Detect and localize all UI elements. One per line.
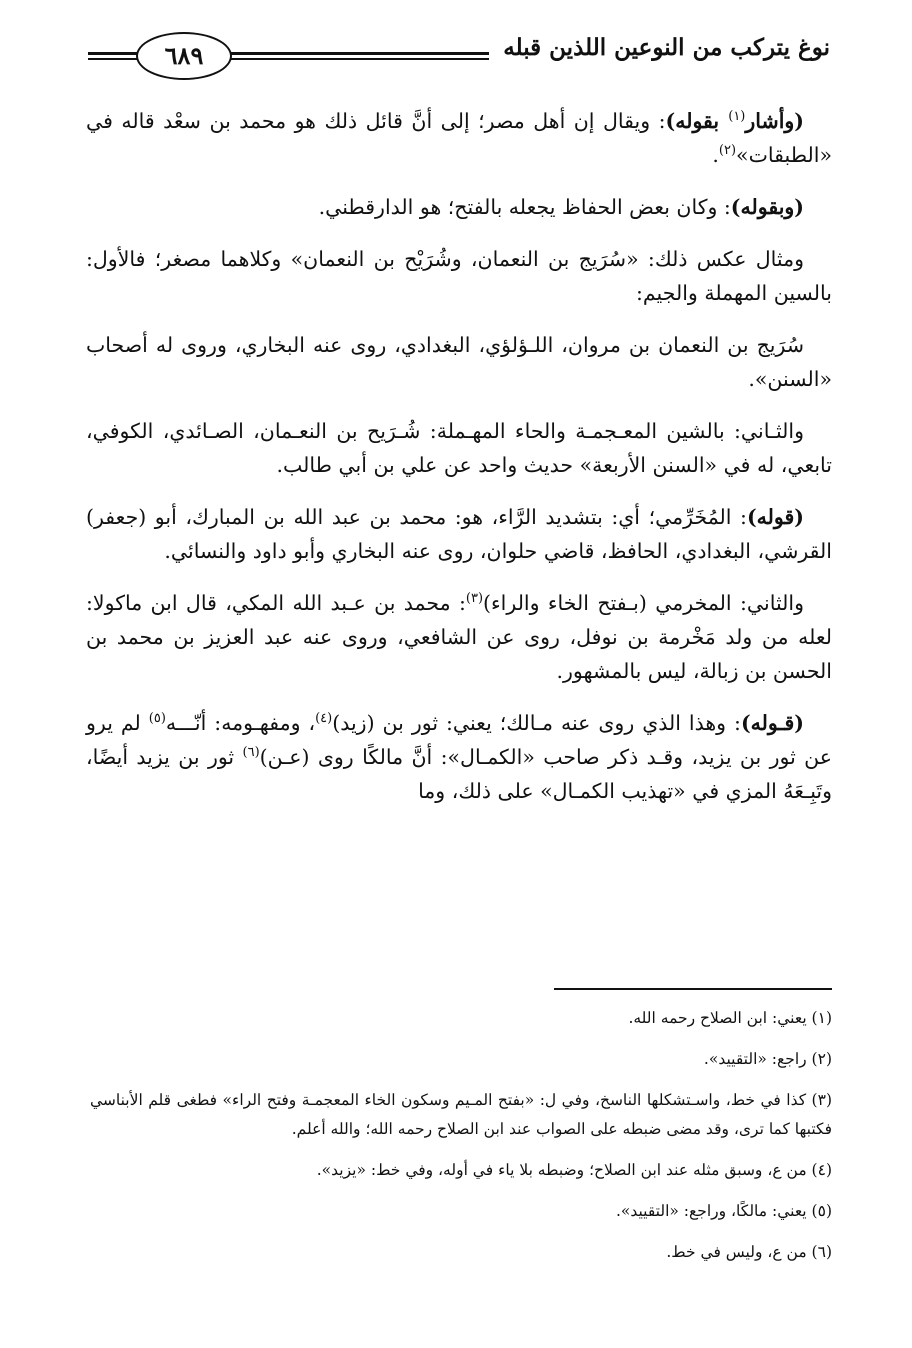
body-text xyxy=(86,104,832,826)
paragraph-text: . xyxy=(712,143,719,167)
paragraph-text: : ويقال إن أهل مصر؛ إلى أنَّ قائل ذلك هو محمد بن سعْد قاله في «الطبقات» xyxy=(86,109,832,167)
footnote-separator xyxy=(554,988,832,990)
footnote-ref: (٣) xyxy=(465,591,484,607)
paragraph-6 xyxy=(86,500,832,568)
paragraph-text: والثـاني: بالشين المعـجمـة والحاء المهـملة: شُـرَيح بن النعـمان، الصـائدي، الكوفي، تابعي، له في «السنن الأربعة» حديث واحد عن علي بن أبي طالب. xyxy=(86,419,832,477)
paragraph-text: ، ومفهـومه: أنّـــه xyxy=(165,711,316,735)
paragraph-text: : وكان بعض الحفاظ يجعله بالفتح؛ هو الدارقطني. xyxy=(318,195,731,219)
paragraph-text: ومثال عكس ذلك: «سُرَيج بن النعمان، وشُرَيْح بن النعمان» وكلاهما مصغر؛ فالأول: بالسين المهملة والجيم: xyxy=(86,247,832,305)
paragraph-7 xyxy=(86,586,832,688)
footnote-5: (٥) يعني: مالكًا، وراجع: «التقييد». xyxy=(615,1202,832,1220)
footnote-2: (٢) راجع: «التقييد». xyxy=(703,1050,832,1068)
paragraph-text: : محمد بن عـبد الله المكي، قال ابن ماكولا: لعله من ولد مَخْرمة بن نوفل، روى عن الشافعي، وروى عنه عبد العزيز بن محمد بن الحسن بن زبالة، ليس بالمشهور. xyxy=(86,591,832,683)
lead-phrase: (وبقوله) xyxy=(730,195,804,219)
lead-phrase: (قوله) xyxy=(746,505,804,529)
footnote-ref: (١) xyxy=(728,109,746,125)
paragraph-text: لم يرو عن ثور بن يزيد، وقـد ذكر صاحب «الكمـال»: أنَّ مالكًا روى (عـن) xyxy=(86,711,832,769)
footnote-4: (٤) من ع، وسبق مثله عند ابن الصلاح؛ وضبطه بلا ياء في أوله، وفي خط: «يزيد». xyxy=(316,1161,832,1179)
footnote-ref: (٦) xyxy=(242,745,260,761)
lead-phrase: بقوله) xyxy=(665,109,729,133)
paragraph-text: : وهذا الذي روى عنه مـالك؛ يعني: ثور بن (زيد) xyxy=(332,711,741,735)
page-header xyxy=(88,20,830,76)
paragraph-5 xyxy=(86,414,832,482)
paragraph-3 xyxy=(86,242,832,310)
footnote-ref: (٤) xyxy=(315,711,333,727)
footnote-6: (٦) من ع، وليس في خط. xyxy=(666,1243,832,1261)
lead-phrase: (قـوله) xyxy=(740,711,805,735)
paragraph-4 xyxy=(86,328,832,396)
footnotes xyxy=(90,1004,832,1279)
paragraph-text: ثور بن يزيد أيضًا، وتَبِـعَهُ المزي في «تهذيب الكمـال» على ذلك، وما xyxy=(86,745,832,803)
footnote-1: (١) يعني: ابن الصلاح رحمه الله. xyxy=(628,1009,832,1027)
page-number: ٦٨٩ xyxy=(136,32,232,80)
paragraph-8 xyxy=(86,706,832,808)
lead-phrase: (وأشار xyxy=(745,109,804,133)
footnote-3: (٣) كذا في خط، واسـتشكلها الناسخ، وفي ل: «بفتح المـيم وسكون الخاء المعجمـة وفتح الراء» فطغى قلم الأبناسي فكتبها كما ترى، وقد مضى ضبطه على الصواب عند ابن الصلاح رحمه الله؛ والله أعلم. xyxy=(90,1091,832,1138)
paragraph-text: : المُخَرِّمي؛ أي: بتشديد الرَّاء، هو: محمد بن عبد الله بن المبارك، أبو (جعفر) القرشي، البغدادي، الحافظ، قاضي حلوان، روى عنه البخاري وأبو داود والنسائي. xyxy=(86,505,832,563)
paragraph-text: والثاني: المخرمي (بـفتح الخاء والراء) xyxy=(483,591,804,615)
running-title: نوغ يتركب من النوعين اللذين قبله xyxy=(489,30,830,66)
paragraph-1 xyxy=(86,104,832,172)
paragraph-text: سُرَيج بن النعمان بن مروان، اللـؤلؤي، البغدادي، روى عنه البخاري، وروى له أصحاب «السنن». xyxy=(86,333,832,391)
paragraph-2 xyxy=(86,190,832,224)
footnote-ref: (٢) xyxy=(718,143,737,159)
footnote-ref: (٥) xyxy=(148,711,166,727)
